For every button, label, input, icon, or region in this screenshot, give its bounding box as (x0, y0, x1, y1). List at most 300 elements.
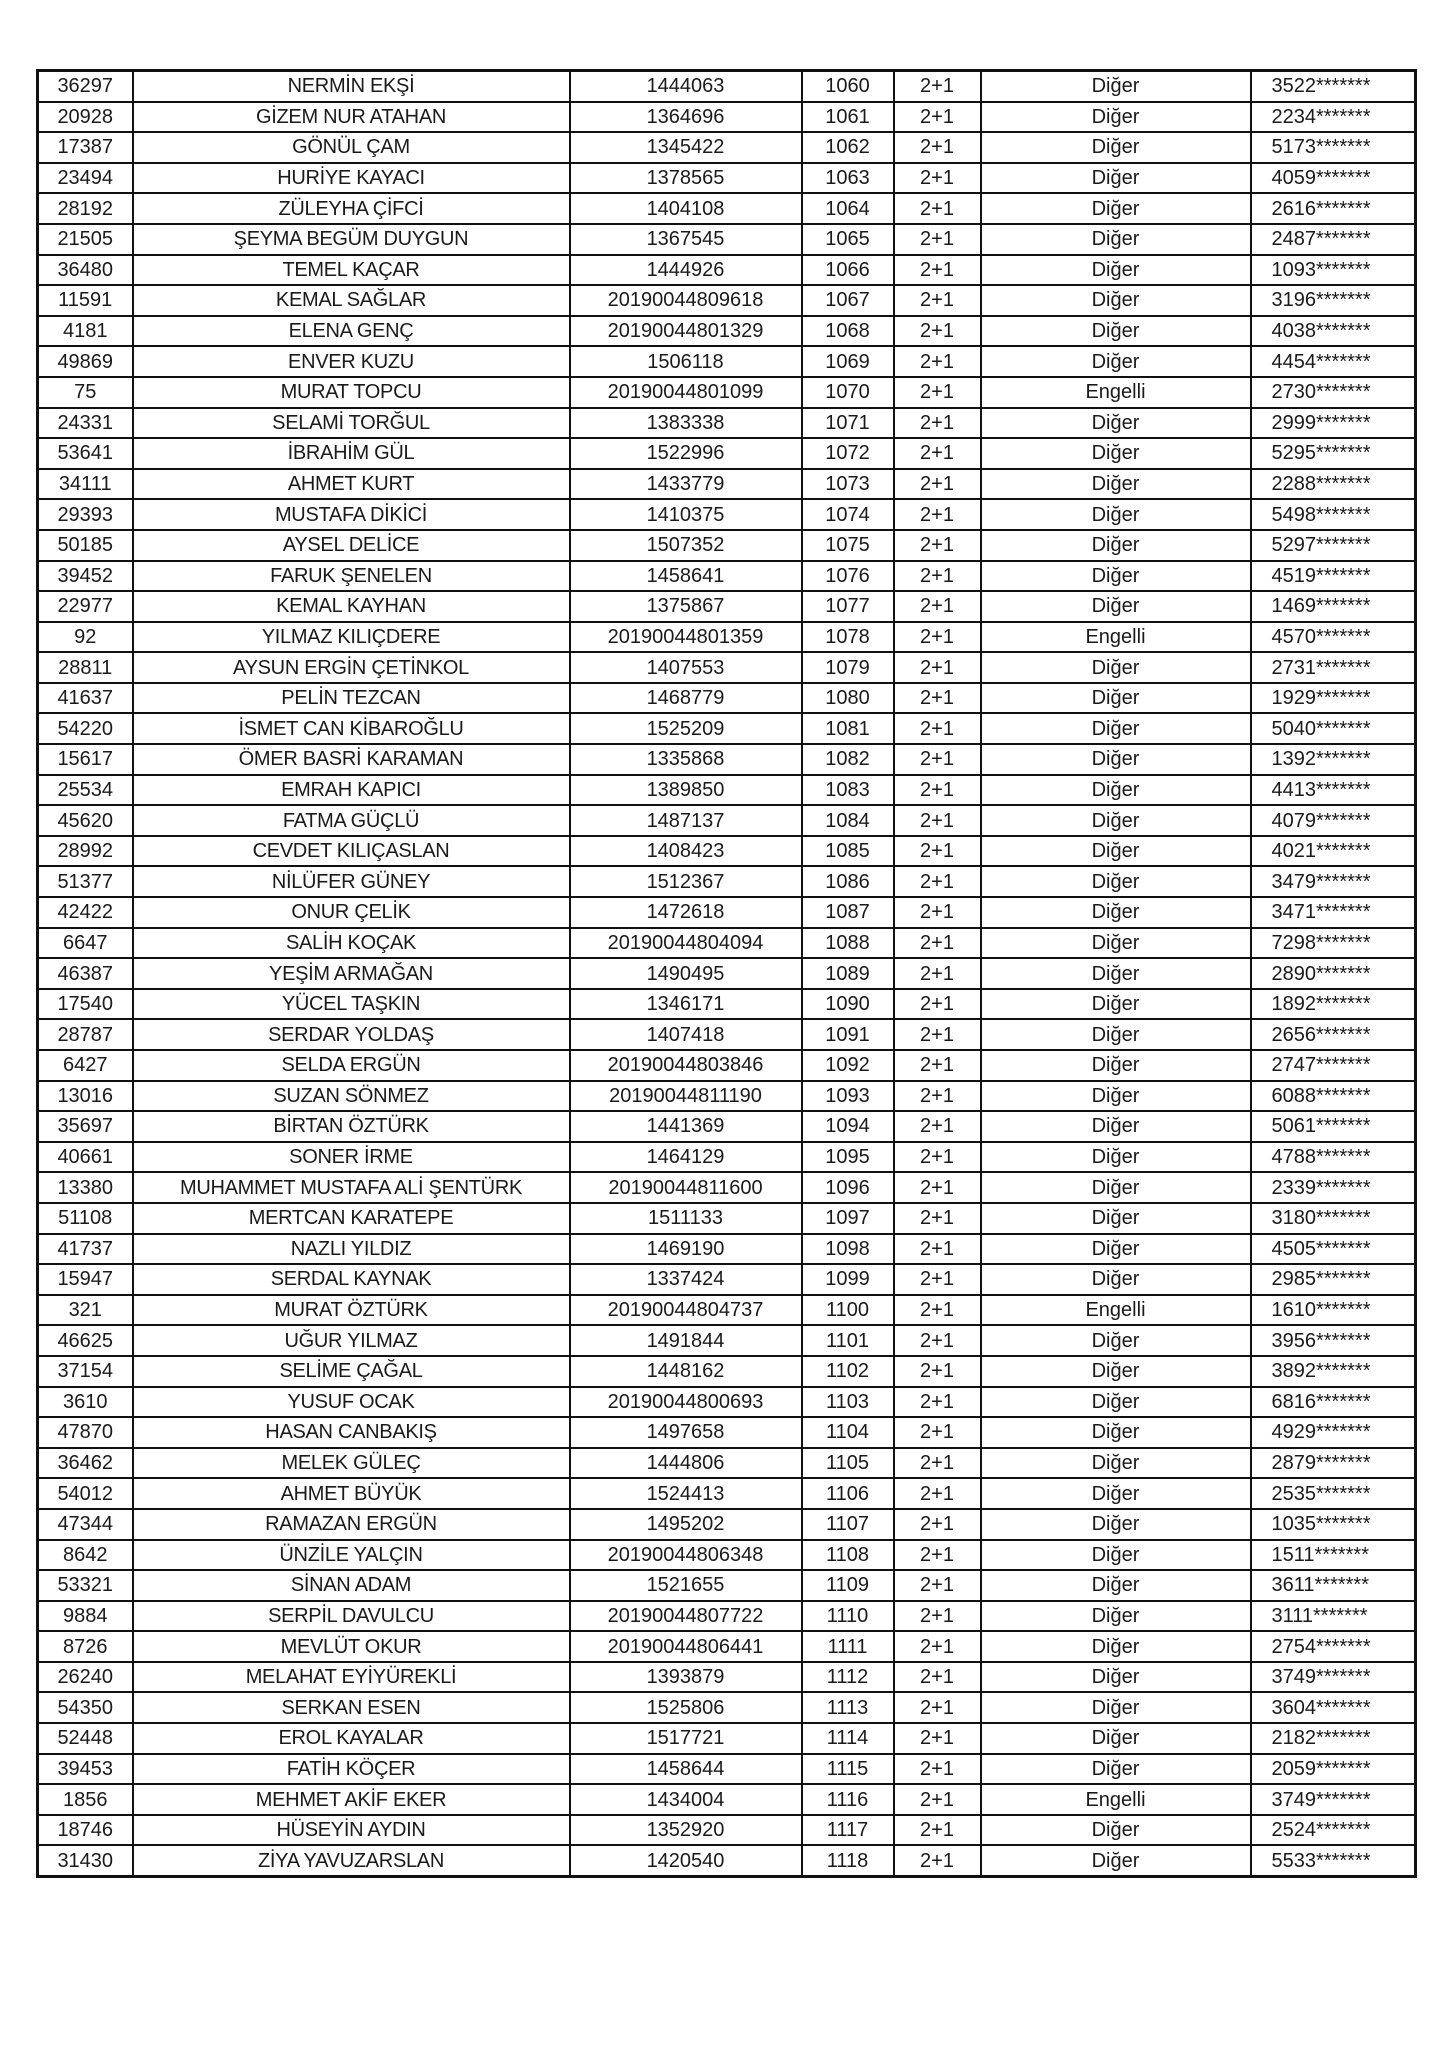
masked-id-cell: 2487******* (1251, 224, 1416, 255)
table-row (38, 1264, 1416, 1295)
unit-type-cell: 2+1 (894, 1111, 981, 1142)
applicant-id-cell: 6647 (38, 928, 133, 959)
masked-id-cell: 2999******* (1251, 408, 1416, 439)
applicant-name-cell: YÜCEL TAŞKIN (133, 989, 570, 1020)
category-cell: Diğer (981, 652, 1251, 683)
masked-id-cell: 6816******* (1251, 1387, 1416, 1418)
queue-number-cell: 1063 (802, 163, 894, 194)
category-cell: Diğer (981, 1142, 1251, 1173)
masked-id-cell: 4021******* (1251, 836, 1416, 867)
applicant-id-cell: 28992 (38, 836, 133, 867)
queue-number-cell: 1073 (802, 469, 894, 500)
queue-number-cell: 1100 (802, 1295, 894, 1326)
table-row (38, 1448, 1416, 1479)
masked-id-cell: 2182******* (1251, 1723, 1416, 1754)
masked-id-cell: 2754******* (1251, 1631, 1416, 1662)
registry-number-cell: 20190044806441 (570, 1631, 802, 1662)
registry-number-cell: 20190044804094 (570, 928, 802, 959)
masked-id-cell: 2985******* (1251, 1264, 1416, 1295)
applicant-id-cell: 54350 (38, 1692, 133, 1723)
table-row (38, 805, 1416, 836)
applicant-name-cell: SALİH KOÇAK (133, 928, 570, 959)
registry-number-cell: 1524413 (570, 1478, 802, 1509)
applicant-id-cell: 18746 (38, 1815, 133, 1846)
category-cell: Diğer (981, 285, 1251, 316)
queue-number-cell: 1095 (802, 1142, 894, 1173)
queue-number-cell: 1080 (802, 683, 894, 714)
masked-id-cell: 2339******* (1251, 1172, 1416, 1203)
masked-id-cell: 3479******* (1251, 866, 1416, 897)
unit-type-cell: 2+1 (894, 102, 981, 133)
queue-number-cell: 1065 (802, 224, 894, 255)
unit-type-cell: 2+1 (894, 1601, 981, 1632)
registry-number-cell: 1433779 (570, 469, 802, 500)
queue-number-cell: 1105 (802, 1448, 894, 1479)
masked-id-cell: 5061******* (1251, 1111, 1416, 1142)
queue-number-cell: 1087 (802, 897, 894, 928)
applicant-name-cell: FATİH KÖÇER (133, 1754, 570, 1785)
masked-id-cell: 5040******* (1251, 713, 1416, 744)
unit-type-cell: 2+1 (894, 499, 981, 530)
table-row (38, 346, 1416, 377)
masked-id-cell: 3892******* (1251, 1356, 1416, 1387)
registry-number-cell: 1448162 (570, 1356, 802, 1387)
applicant-name-cell: HURİYE KAYACI (133, 163, 570, 194)
masked-id-cell: 2524******* (1251, 1815, 1416, 1846)
queue-number-cell: 1088 (802, 928, 894, 959)
queue-number-cell: 1070 (802, 377, 894, 408)
queue-number-cell: 1074 (802, 499, 894, 530)
applicant-name-cell: ÜNZİLE YALÇIN (133, 1540, 570, 1571)
masked-id-cell: 7298******* (1251, 928, 1416, 959)
table-row (38, 1601, 1416, 1632)
applicant-id-cell: 47870 (38, 1417, 133, 1448)
queue-number-cell: 1112 (802, 1662, 894, 1693)
applicant-id-cell: 36480 (38, 255, 133, 286)
table-row (38, 561, 1416, 592)
table-row (38, 1723, 1416, 1754)
queue-number-cell: 1061 (802, 102, 894, 133)
masked-id-cell: 1892******* (1251, 989, 1416, 1020)
category-cell: Diğer (981, 1019, 1251, 1050)
category-cell: Diğer (981, 561, 1251, 592)
applicant-name-cell: AHMET KURT (133, 469, 570, 500)
masked-id-cell: 1035******* (1251, 1509, 1416, 1540)
category-cell: Engelli (981, 1295, 1251, 1326)
applicant-name-cell: FARUK ŞENELEN (133, 561, 570, 592)
registry-number-cell: 20190044811190 (570, 1081, 802, 1112)
applicant-id-cell: 15947 (38, 1264, 133, 1295)
table-row (38, 897, 1416, 928)
masked-id-cell: 3111******* (1251, 1601, 1416, 1632)
applicant-id-cell: 40661 (38, 1142, 133, 1173)
masked-id-cell: 5295******* (1251, 438, 1416, 469)
masked-id-cell: 1093******* (1251, 255, 1416, 286)
applicant-name-cell: EMRAH KAPICI (133, 775, 570, 806)
applicant-id-cell: 75 (38, 377, 133, 408)
applicant-id-cell: 28192 (38, 193, 133, 224)
applicant-id-cell: 17387 (38, 132, 133, 163)
applicant-name-cell: ONUR ÇELİK (133, 897, 570, 928)
unit-type-cell: 2+1 (894, 346, 981, 377)
applicant-name-cell: SİNAN ADAM (133, 1570, 570, 1601)
unit-type-cell: 2+1 (894, 1325, 981, 1356)
applicant-name-cell: NERMİN EKŞİ (133, 71, 570, 102)
applicant-id-cell: 37154 (38, 1356, 133, 1387)
registry-number-cell: 1352920 (570, 1815, 802, 1846)
category-cell: Diğer (981, 193, 1251, 224)
table-row (38, 744, 1416, 775)
applicant-name-cell: SONER İRME (133, 1142, 570, 1173)
applicant-name-cell: MEVLÜT OKUR (133, 1631, 570, 1662)
registry-number-cell: 1472618 (570, 897, 802, 928)
registry-number-cell: 20190044811600 (570, 1172, 802, 1203)
applicant-name-cell: HÜSEYİN AYDIN (133, 1815, 570, 1846)
applicant-id-cell: 50185 (38, 530, 133, 561)
queue-number-cell: 1091 (802, 1019, 894, 1050)
applicant-name-cell: CEVDET KILIÇASLAN (133, 836, 570, 867)
category-cell: Diğer (981, 71, 1251, 102)
registry-number-cell: 1393879 (570, 1662, 802, 1693)
table-row (38, 1478, 1416, 1509)
masked-id-cell: 2288******* (1251, 469, 1416, 500)
registry-number-cell: 1407418 (570, 1019, 802, 1050)
unit-type-cell: 2+1 (894, 775, 981, 806)
applicant-name-cell: SERDAL KAYNAK (133, 1264, 570, 1295)
registry-number-cell: 20190044806348 (570, 1540, 802, 1571)
applicant-id-cell: 39452 (38, 561, 133, 592)
applicant-id-cell: 3610 (38, 1387, 133, 1418)
applicant-id-cell: 46387 (38, 958, 133, 989)
applicant-id-cell: 34111 (38, 469, 133, 500)
unit-type-cell: 2+1 (894, 132, 981, 163)
registry-number-cell: 1345422 (570, 132, 802, 163)
unit-type-cell: 2+1 (894, 1050, 981, 1081)
masked-id-cell: 5297******* (1251, 530, 1416, 561)
unit-type-cell: 2+1 (894, 224, 981, 255)
table-row (38, 132, 1416, 163)
unit-type-cell: 2+1 (894, 438, 981, 469)
unit-type-cell: 2+1 (894, 1540, 981, 1571)
table-row (38, 255, 1416, 286)
registry-number-cell: 20190044809618 (570, 285, 802, 316)
masked-id-cell: 3956******* (1251, 1325, 1416, 1356)
category-cell: Diğer (981, 1570, 1251, 1601)
applicant-id-cell: 13016 (38, 1081, 133, 1112)
applicant-name-cell: NİLÜFER GÜNEY (133, 866, 570, 897)
table-row (38, 1754, 1416, 1785)
queue-number-cell: 1083 (802, 775, 894, 806)
unit-type-cell: 2+1 (894, 1356, 981, 1387)
registry-number-cell: 1495202 (570, 1509, 802, 1540)
table-row (38, 163, 1416, 194)
queue-number-cell: 1102 (802, 1356, 894, 1387)
applicant-id-cell: 28787 (38, 1019, 133, 1050)
table-row (38, 1203, 1416, 1234)
unit-type-cell: 2+1 (894, 377, 981, 408)
table-row (38, 1417, 1416, 1448)
category-cell: Diğer (981, 1172, 1251, 1203)
queue-number-cell: 1111 (802, 1631, 894, 1662)
queue-number-cell: 1104 (802, 1417, 894, 1448)
category-cell: Diğer (981, 1692, 1251, 1723)
queue-number-cell: 1116 (802, 1784, 894, 1815)
registry-number-cell: 20190044800693 (570, 1387, 802, 1418)
queue-number-cell: 1113 (802, 1692, 894, 1723)
applicant-name-cell: BİRTAN ÖZTÜRK (133, 1111, 570, 1142)
unit-type-cell: 2+1 (894, 1784, 981, 1815)
table-row (38, 591, 1416, 622)
unit-type-cell: 2+1 (894, 805, 981, 836)
masked-id-cell: 2730******* (1251, 377, 1416, 408)
queue-number-cell: 1084 (802, 805, 894, 836)
table-row (38, 866, 1416, 897)
applicant-name-cell: İSMET CAN KİBAROĞLU (133, 713, 570, 744)
table-row (38, 1295, 1416, 1326)
registry-number-cell: 1521655 (570, 1570, 802, 1601)
applicant-name-cell: ENVER KUZU (133, 346, 570, 377)
category-cell: Diğer (981, 224, 1251, 255)
masked-id-cell: 4929******* (1251, 1417, 1416, 1448)
applicant-name-cell: MURAT ÖZTÜRK (133, 1295, 570, 1326)
queue-number-cell: 1114 (802, 1723, 894, 1754)
table-row (38, 499, 1416, 530)
table-row (38, 1325, 1416, 1356)
registry-number-cell: 20190044807722 (570, 1601, 802, 1632)
registry-number-cell: 1525209 (570, 713, 802, 744)
category-cell: Diğer (981, 1111, 1251, 1142)
category-cell: Diğer (981, 928, 1251, 959)
registry-number-cell: 1337424 (570, 1264, 802, 1295)
registry-number-cell: 1364696 (570, 102, 802, 133)
unit-type-cell: 2+1 (894, 71, 981, 102)
unit-type-cell: 2+1 (894, 836, 981, 867)
table-row (38, 102, 1416, 133)
category-cell: Diğer (981, 591, 1251, 622)
applicant-id-cell: 25534 (38, 775, 133, 806)
category-cell: Diğer (981, 958, 1251, 989)
table-row (38, 1631, 1416, 1662)
registry-number-cell: 1522996 (570, 438, 802, 469)
applicant-name-cell: SERPİL DAVULCU (133, 1601, 570, 1632)
table-row (38, 71, 1416, 102)
category-cell: Diğer (981, 469, 1251, 500)
applicant-id-cell: 53641 (38, 438, 133, 469)
masked-id-cell: 5173******* (1251, 132, 1416, 163)
applicant-id-cell: 35697 (38, 1111, 133, 1142)
registry-number-cell: 1383338 (570, 408, 802, 439)
masked-id-cell: 2234******* (1251, 102, 1416, 133)
applicant-id-cell: 46625 (38, 1325, 133, 1356)
applicant-id-cell: 22977 (38, 591, 133, 622)
table-row (38, 438, 1416, 469)
unit-type-cell: 2+1 (894, 561, 981, 592)
applicant-id-cell: 45620 (38, 805, 133, 836)
queue-number-cell: 1090 (802, 989, 894, 1020)
category-cell: Diğer (981, 408, 1251, 439)
queue-number-cell: 1094 (802, 1111, 894, 1142)
applicant-id-cell: 11591 (38, 285, 133, 316)
masked-id-cell: 2890******* (1251, 958, 1416, 989)
applicant-name-cell: AYSEL DELİCE (133, 530, 570, 561)
applicant-id-cell: 321 (38, 1295, 133, 1326)
unit-type-cell: 2+1 (894, 1448, 981, 1479)
table-row (38, 1692, 1416, 1723)
applicant-id-cell: 1856 (38, 1784, 133, 1815)
applicant-id-cell: 53321 (38, 1570, 133, 1601)
table-row (38, 1815, 1416, 1846)
category-cell: Diğer (981, 1815, 1251, 1846)
unit-type-cell: 2+1 (894, 1692, 981, 1723)
queue-number-cell: 1062 (802, 132, 894, 163)
applicant-id-cell: 20928 (38, 102, 133, 133)
applicant-id-cell: 39453 (38, 1754, 133, 1785)
applicant-name-cell: MERTCAN KARATEPE (133, 1203, 570, 1234)
registry-number-cell: 1389850 (570, 775, 802, 806)
category-cell: Diğer (981, 1356, 1251, 1387)
registry-number-cell: 1468779 (570, 683, 802, 714)
masked-id-cell: 2616******* (1251, 193, 1416, 224)
applicant-id-cell: 92 (38, 622, 133, 653)
queue-number-cell: 1067 (802, 285, 894, 316)
unit-type-cell: 2+1 (894, 744, 981, 775)
table-row (38, 775, 1416, 806)
applicant-id-cell: 8642 (38, 1540, 133, 1571)
applicant-name-cell: SUZAN SÖNMEZ (133, 1081, 570, 1112)
table-row (38, 1387, 1416, 1418)
applicant-name-cell: MEHMET AKİF EKER (133, 1784, 570, 1815)
applicant-id-cell: 6427 (38, 1050, 133, 1081)
registry-number-cell: 20190044801099 (570, 377, 802, 408)
queue-number-cell: 1072 (802, 438, 894, 469)
applicant-id-cell: 23494 (38, 163, 133, 194)
applicant-id-cell: 28811 (38, 652, 133, 683)
table-row (38, 1570, 1416, 1601)
unit-type-cell: 2+1 (894, 408, 981, 439)
unit-type-cell: 2+1 (894, 1081, 981, 1112)
unit-type-cell: 2+1 (894, 928, 981, 959)
queue-number-cell: 1082 (802, 744, 894, 775)
table-row (38, 836, 1416, 867)
applicant-name-cell: SERKAN ESEN (133, 1692, 570, 1723)
category-cell: Diğer (981, 713, 1251, 744)
table-row (38, 1111, 1416, 1142)
applicant-id-cell: 41737 (38, 1234, 133, 1265)
masked-id-cell: 3522******* (1251, 71, 1416, 102)
table-row (38, 1050, 1416, 1081)
applicant-name-cell: MURAT TOPCU (133, 377, 570, 408)
unit-type-cell: 2+1 (894, 713, 981, 744)
masked-id-cell: 3749******* (1251, 1784, 1416, 1815)
category-cell: Diğer (981, 316, 1251, 347)
unit-type-cell: 2+1 (894, 1478, 981, 1509)
category-cell: Diğer (981, 683, 1251, 714)
unit-type-cell: 2+1 (894, 1142, 981, 1173)
queue-number-cell: 1109 (802, 1570, 894, 1601)
registry-number-cell: 1525806 (570, 1692, 802, 1723)
masked-id-cell: 2535******* (1251, 1478, 1416, 1509)
queue-number-cell: 1081 (802, 713, 894, 744)
table-row (38, 1356, 1416, 1387)
applicant-name-cell: SELAMİ TORĞUL (133, 408, 570, 439)
unit-type-cell: 2+1 (894, 469, 981, 500)
unit-type-cell: 2+1 (894, 1631, 981, 1662)
unit-type-cell: 2+1 (894, 1387, 981, 1418)
applicant-name-cell: HASAN CANBAKIŞ (133, 1417, 570, 1448)
registry-number-cell: 1512367 (570, 866, 802, 897)
applicant-id-cell: 29393 (38, 499, 133, 530)
unit-type-cell: 2+1 (894, 1417, 981, 1448)
category-cell: Diğer (981, 1234, 1251, 1265)
masked-id-cell: 4079******* (1251, 805, 1416, 836)
masked-id-cell: 3604******* (1251, 1692, 1416, 1723)
table-row (38, 1081, 1416, 1112)
queue-number-cell: 1076 (802, 561, 894, 592)
applicant-name-cell: ZÜLEYHA ÇİFCİ (133, 193, 570, 224)
queue-number-cell: 1066 (802, 255, 894, 286)
category-cell: Diğer (981, 163, 1251, 194)
table-row (38, 469, 1416, 500)
registry-number-cell: 1497658 (570, 1417, 802, 1448)
masked-id-cell: 4519******* (1251, 561, 1416, 592)
applicant-name-cell: YILMAZ KILIÇDERE (133, 622, 570, 653)
category-cell: Engelli (981, 377, 1251, 408)
unit-type-cell: 2+1 (894, 683, 981, 714)
registry-number-cell: 1408423 (570, 836, 802, 867)
table-row (38, 1662, 1416, 1693)
masked-id-cell: 1929******* (1251, 683, 1416, 714)
masked-id-cell: 2879******* (1251, 1448, 1416, 1479)
applicant-name-cell: AYSUN ERGİN ÇETİNKOL (133, 652, 570, 683)
applicant-name-cell: SELDA ERGÜN (133, 1050, 570, 1081)
table-row (38, 1784, 1416, 1815)
registry-number-cell: 1458641 (570, 561, 802, 592)
registry-number-cell: 20190044804737 (570, 1295, 802, 1326)
applicant-name-cell: MUSTAFA DİKİCİ (133, 499, 570, 530)
category-cell: Diğer (981, 346, 1251, 377)
category-cell: Diğer (981, 1662, 1251, 1693)
registry-number-cell: 1410375 (570, 499, 802, 530)
applicant-id-cell: 24331 (38, 408, 133, 439)
masked-id-cell: 2747******* (1251, 1050, 1416, 1081)
registry-number-cell: 1464129 (570, 1142, 802, 1173)
category-cell: Diğer (981, 897, 1251, 928)
registry-number-cell: 20190044801329 (570, 316, 802, 347)
unit-type-cell: 2+1 (894, 1570, 981, 1601)
applicant-id-cell: 9884 (38, 1601, 133, 1632)
applicant-id-cell: 41637 (38, 683, 133, 714)
registry-number-cell: 1458644 (570, 1754, 802, 1785)
table-row (38, 1234, 1416, 1265)
queue-number-cell: 1069 (802, 346, 894, 377)
applicant-name-cell: GİZEM NUR ATAHAN (133, 102, 570, 133)
applicant-id-cell: 36462 (38, 1448, 133, 1479)
category-cell: Diğer (981, 1845, 1251, 1876)
masked-id-cell: 1392******* (1251, 744, 1416, 775)
category-cell: Diğer (981, 1509, 1251, 1540)
masked-id-cell: 1511******* (1251, 1540, 1416, 1571)
masked-id-cell: 4059******* (1251, 163, 1416, 194)
registry-number-cell: 1517721 (570, 1723, 802, 1754)
unit-type-cell: 2+1 (894, 866, 981, 897)
queue-number-cell: 1118 (802, 1845, 894, 1876)
registry-number-cell: 1407553 (570, 652, 802, 683)
applicant-name-cell: UĞUR YILMAZ (133, 1325, 570, 1356)
registry-number-cell: 1469190 (570, 1234, 802, 1265)
applicant-name-cell: KEMAL SAĞLAR (133, 285, 570, 316)
queue-number-cell: 1103 (802, 1387, 894, 1418)
registry-number-cell: 1335868 (570, 744, 802, 775)
